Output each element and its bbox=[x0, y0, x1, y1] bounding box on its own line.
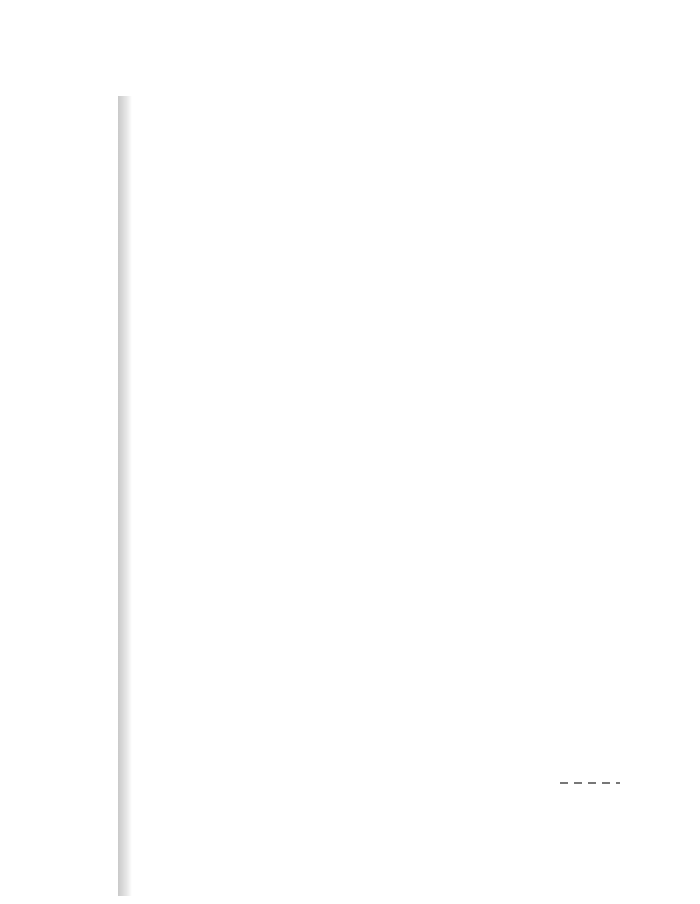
ornamental-border bbox=[196, 148, 546, 186]
page-edge-mark bbox=[560, 782, 620, 784]
binding-gutter-shadow bbox=[118, 96, 132, 896]
body-text bbox=[196, 302, 546, 304]
